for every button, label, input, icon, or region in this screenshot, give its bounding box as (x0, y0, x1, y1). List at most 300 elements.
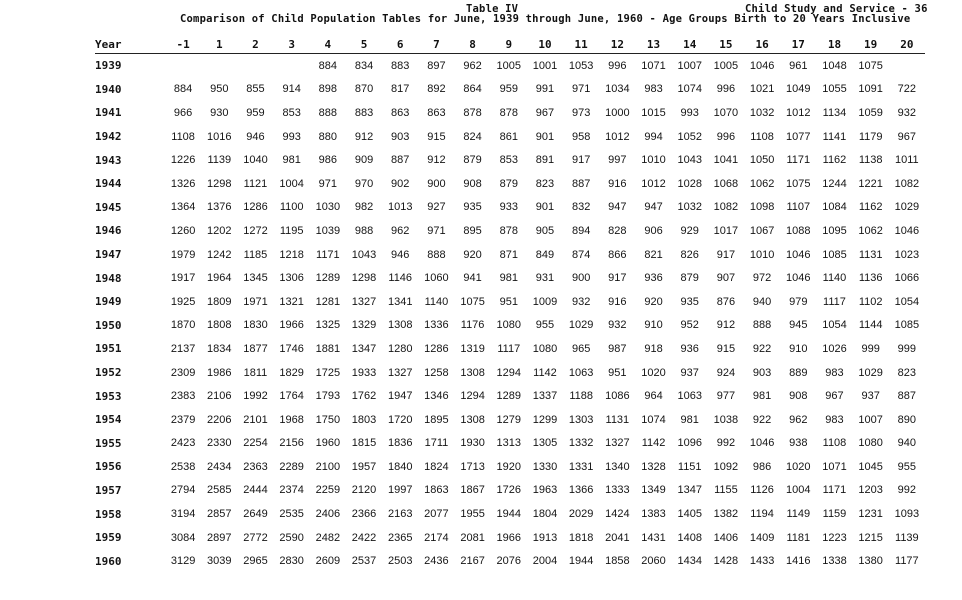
population-cell: 931 (535, 272, 555, 285)
population-cell: 1060 (424, 272, 449, 285)
population-cell: 1071 (641, 59, 666, 72)
population-cell: 1313 (496, 437, 522, 450)
population-cell: 1428 (713, 555, 739, 568)
column-header-age: 5 (346, 36, 382, 54)
table-row (95, 526, 925, 550)
year-cell: 1946 (95, 224, 122, 238)
population-cell: 935 (463, 201, 482, 214)
population-cell: 1380 (858, 555, 883, 568)
population-cell: 1818 (568, 531, 594, 544)
population-cell: 1011 (895, 154, 919, 167)
population-cell: 1328 (641, 460, 666, 473)
population-cell (165, 54, 201, 78)
population-cell: 1005 (496, 59, 522, 72)
population-cell: 902 (391, 177, 410, 190)
population-cell: 1040 (243, 154, 268, 167)
population-cell: 861 (499, 130, 518, 143)
population-cell: 1337 (532, 390, 558, 403)
population-cell: 887 (897, 390, 917, 403)
population-cell: 2081 (460, 531, 485, 544)
population-cell: 1043 (351, 248, 377, 261)
column-header-age: -1 (165, 36, 201, 54)
population-cell: 1966 (279, 319, 304, 332)
population-cell: 1029 (858, 366, 883, 379)
population-cell: 1091 (858, 83, 883, 96)
population-cell: 1881 (315, 342, 341, 355)
population-cell: 1084 (822, 201, 847, 214)
population-cell: 878 (499, 224, 518, 237)
population-cell: 1964 (207, 272, 232, 285)
population-cell: 922 (752, 413, 772, 426)
population-cell: 1012 (605, 130, 630, 143)
population-cell: 1308 (387, 319, 413, 332)
population-cell: 1062 (749, 177, 775, 190)
population-cell: 1080 (496, 319, 522, 332)
table-caption: Comparison of Child Population Tables for June, 1939 through June, 1960 - Age Groups Birth to 20 Years Inclusive (180, 13, 911, 25)
population-cell: 1029 (894, 201, 920, 214)
population-cell: 958 (571, 130, 591, 143)
table-row (95, 266, 925, 290)
population-cell: 888 (427, 248, 446, 261)
population-cell: 1764 (279, 390, 304, 403)
population-cell: 1136 (858, 272, 883, 285)
population-cell: 1155 (714, 484, 738, 497)
population-cell: 1793 (315, 390, 341, 403)
population-cell: 2076 (496, 555, 522, 568)
population-cell: 947 (644, 201, 663, 214)
population-cell: 1096 (677, 437, 702, 450)
table-row (95, 455, 925, 479)
department-page-label: Child Study and Service - 36 (745, 3, 928, 15)
column-header-age: 16 (744, 36, 780, 54)
population-cell: 1020 (641, 366, 666, 379)
population-cell: 2535 (279, 508, 304, 521)
population-cell: 1804 (532, 508, 558, 521)
population-cell: 1098 (749, 201, 775, 214)
population-cell: 962 (391, 224, 410, 237)
population-cell: 936 (644, 272, 663, 285)
table-row (95, 502, 925, 526)
population-cell: 1009 (532, 295, 558, 308)
year-cell: 1944 (95, 177, 122, 191)
population-cell: 903 (752, 366, 772, 379)
population-cell: 1177 (895, 555, 919, 568)
population-cell: 879 (463, 154, 482, 167)
table-row (95, 432, 925, 456)
population-cell: 3084 (170, 531, 196, 544)
population-cell: 1925 (170, 295, 196, 308)
population-cell: 1809 (207, 295, 232, 308)
population-cell: 1346 (424, 390, 449, 403)
population-cell: 971 (318, 177, 338, 190)
population-cell: 951 (499, 295, 518, 308)
table-row (95, 479, 925, 503)
population-cell: 2254 (243, 437, 268, 450)
population-cell: 871 (499, 248, 518, 261)
population-cell: 1140 (424, 295, 449, 308)
population-cell: 1012 (641, 177, 666, 190)
population-cell: 937 (861, 390, 880, 403)
population-cell: 991 (535, 83, 555, 96)
table-row (95, 408, 925, 432)
population-cell: 1075 (460, 295, 485, 308)
table-row (95, 219, 925, 243)
population-cell: 900 (571, 272, 591, 285)
population-cell: 916 (608, 177, 627, 190)
year-cell: 1950 (95, 318, 122, 332)
population-cell: 832 (571, 201, 591, 214)
population-cell: 2366 (351, 508, 377, 521)
population-cell: 1286 (243, 201, 268, 214)
population-cell: 932 (897, 106, 917, 119)
population-cell: 2965 (243, 555, 268, 568)
population-cell: 983 (825, 413, 844, 426)
population-cell: 901 (535, 201, 555, 214)
population-cell (274, 54, 310, 78)
population-cell: 1746 (279, 342, 304, 355)
population-cell: 1185 (243, 248, 268, 261)
population-cell: 950 (210, 83, 229, 96)
population-cell: 946 (246, 130, 265, 143)
population-cell: 1108 (171, 130, 195, 143)
population-cell: 1048 (822, 59, 847, 72)
population-cell: 1433 (749, 555, 775, 568)
population-cell: 1955 (460, 508, 485, 521)
column-header-age: 15 (708, 36, 744, 54)
population-cell: 962 (463, 59, 482, 72)
population-cell: 1149 (786, 508, 811, 521)
population-cell: 1294 (460, 390, 485, 403)
population-cell: 1376 (207, 201, 232, 214)
population-cell: 1054 (822, 319, 847, 332)
population-cell: 2444 (243, 484, 268, 497)
population-cell: 993 (282, 130, 301, 143)
population-cell: 823 (535, 177, 555, 190)
population-cell: 2365 (387, 531, 413, 544)
population-cell: 2857 (207, 508, 232, 521)
population-cell (237, 54, 273, 78)
population-cell: 1338 (822, 555, 847, 568)
population-cell: 1867 (460, 484, 485, 497)
population-cell: 981 (499, 272, 518, 285)
population-cell: 2609 (315, 555, 341, 568)
year-cell: 1940 (95, 82, 122, 96)
population-cell: 2206 (207, 413, 232, 426)
population-cell: 908 (463, 177, 482, 190)
table-row (95, 172, 925, 196)
population-cell: 1870 (170, 319, 196, 332)
year-cell: 1941 (95, 106, 122, 120)
column-header-age: 12 (599, 36, 635, 54)
table-row (95, 314, 925, 338)
population-cell: 1725 (315, 366, 341, 379)
population-cell: 971 (427, 224, 446, 237)
table-row (95, 101, 925, 125)
population-cell: 1050 (749, 154, 775, 167)
population-cell: 1015 (641, 106, 666, 119)
population-cell: 879 (499, 177, 518, 190)
population-cell: 2434 (207, 460, 232, 473)
population-cell: 964 (644, 390, 663, 403)
population-cell: 1215 (858, 531, 883, 544)
population-cell: 903 (391, 130, 410, 143)
population-cell: 930 (210, 106, 229, 119)
population-cell: 946 (391, 248, 410, 261)
population-cell: 1218 (279, 248, 304, 261)
header-row (95, 36, 925, 54)
population-cell: 1762 (351, 390, 377, 403)
table-row (95, 148, 925, 172)
population-cell: 864 (463, 83, 482, 96)
population-cell: 2041 (605, 531, 630, 544)
population-cell: 824 (463, 130, 482, 143)
column-header-age: 3 (274, 36, 310, 54)
population-cell: 959 (499, 83, 518, 96)
population-cell: 1093 (894, 508, 920, 521)
population-cell: 1286 (424, 342, 449, 355)
population-cell: 1007 (858, 413, 883, 426)
population-cell: 1041 (713, 154, 739, 167)
population-cell: 1176 (460, 319, 485, 332)
population-cell: 967 (897, 130, 917, 143)
population-cell: 1383 (641, 508, 666, 521)
population-cell: 1963 (532, 484, 558, 497)
population-cell: 987 (608, 342, 627, 355)
population-cell: 2163 (387, 508, 413, 521)
year-cell: 1948 (95, 271, 122, 285)
column-header-age: 1 (201, 36, 237, 54)
population-cell: 1181 (786, 531, 811, 544)
population-cell: 828 (608, 224, 627, 237)
population-cell: 1046 (749, 59, 775, 72)
population-cell: 1877 (243, 342, 268, 355)
column-header-age: 8 (455, 36, 491, 54)
population-cell: 936 (680, 342, 699, 355)
population-cell: 1434 (677, 555, 702, 568)
population-cell: 1082 (713, 201, 739, 214)
population-cell: 2772 (243, 531, 268, 544)
population-cell: 1121 (243, 177, 268, 190)
population-cell: 853 (282, 106, 301, 119)
population-cell: 878 (499, 106, 518, 119)
table-row (95, 337, 925, 361)
population-cell: 937 (680, 366, 699, 379)
population-cell: 1179 (858, 130, 883, 143)
population-cell: 1029 (568, 319, 594, 332)
population-cell: 888 (318, 106, 338, 119)
population-cell: 1944 (496, 508, 522, 521)
population-cell: 945 (789, 319, 808, 332)
population-cell: 1080 (858, 437, 883, 450)
population-cell: 1188 (569, 390, 593, 403)
population-cell: 2590 (279, 531, 304, 544)
population-cell: 1108 (750, 130, 774, 143)
year-cell: 1949 (95, 295, 122, 309)
population-cell: 884 (173, 83, 193, 96)
population-cell: 1134 (822, 106, 847, 119)
population-cell: 982 (354, 201, 374, 214)
population-cell: 1992 (243, 390, 268, 403)
population-cell: 892 (427, 83, 446, 96)
population-cell: 983 (644, 83, 663, 96)
population-cell: 2537 (351, 555, 377, 568)
population-cell: 1107 (786, 201, 811, 214)
year-cell: 1956 (95, 460, 122, 474)
population-cell: 1913 (532, 531, 558, 544)
population-table (95, 36, 925, 573)
population-cell: 1202 (207, 224, 232, 237)
population-cell: 1026 (822, 342, 847, 355)
population-cell: 1131 (605, 413, 630, 426)
column-header-year: Year (95, 36, 165, 54)
population-cell: 1341 (387, 295, 413, 308)
column-header-age: 11 (563, 36, 599, 54)
population-cell: 849 (535, 248, 555, 261)
population-cell: 1141 (822, 130, 847, 143)
population-cell: 1863 (424, 484, 449, 497)
year-cell: 1952 (95, 366, 122, 380)
population-cell: 2077 (424, 508, 449, 521)
population-cell: 993 (680, 106, 699, 119)
population-cell: 1298 (351, 272, 377, 285)
population-cell: 935 (680, 295, 699, 308)
population-cell: 922 (752, 342, 772, 355)
population-cell: 2379 (170, 413, 196, 426)
population-cell: 1144 (858, 319, 883, 332)
population-cell: 1086 (605, 390, 630, 403)
population-cell: 973 (571, 106, 591, 119)
population-cell: 1960 (315, 437, 341, 450)
population-cell: 1021 (749, 83, 775, 96)
population-cell: 2422 (351, 531, 377, 544)
population-cell: 1001 (532, 59, 558, 72)
population-cell: 981 (282, 154, 301, 167)
population-cell: 914 (282, 83, 301, 96)
population-cell: 1968 (279, 413, 304, 426)
population-cell: 1092 (713, 460, 739, 473)
population-cell: 940 (752, 295, 772, 308)
population-cell: 1138 (858, 154, 883, 167)
population-cell: 1171 (316, 248, 340, 261)
population-cell: 898 (318, 83, 338, 96)
population-cell: 826 (680, 248, 699, 261)
table-row (95, 290, 925, 314)
population-cell: 2436 (424, 555, 449, 568)
column-header-age: 13 (635, 36, 671, 54)
population-cell: 951 (608, 366, 627, 379)
population-cell: 1067 (749, 224, 775, 237)
population-cell: 924 (716, 366, 736, 379)
population-cell: 1409 (749, 531, 775, 544)
population-cell: 1231 (858, 508, 883, 521)
population-cell: 920 (463, 248, 482, 261)
population-cell: 887 (391, 154, 410, 167)
population-cell: 917 (716, 248, 736, 261)
table-row (95, 54, 925, 78)
population-cell: 1405 (677, 508, 702, 521)
population-cell: 1102 (858, 295, 883, 308)
population-cell: 955 (535, 319, 555, 332)
population-cell: 983 (825, 366, 844, 379)
population-cell: 1299 (532, 413, 558, 426)
population-cell: 1028 (677, 177, 702, 190)
population-cell: 1142 (533, 366, 557, 379)
population-cell: 890 (897, 413, 917, 426)
population-cell: 1075 (786, 177, 811, 190)
population-cell: 863 (427, 106, 446, 119)
population-cell: 996 (716, 130, 736, 143)
population-cell: 959 (246, 106, 265, 119)
population-cell: 1303 (568, 413, 594, 426)
population-cell: 1016 (207, 130, 232, 143)
population-cell: 1059 (858, 106, 883, 119)
population-cell: 1711 (424, 437, 449, 450)
table-number: Table IV (466, 3, 519, 15)
population-cell: 2585 (207, 484, 232, 497)
population-cell: 1221 (858, 177, 883, 190)
population-cell: 1720 (387, 413, 413, 426)
population-cell: 1319 (460, 342, 485, 355)
population-cell: 1020 (786, 460, 811, 473)
column-header-age: 14 (672, 36, 708, 54)
population-cell: 915 (716, 342, 736, 355)
population-cell: 1017 (713, 224, 739, 237)
population-cell: 2538 (170, 460, 196, 473)
population-cell: 933 (499, 201, 518, 214)
year-cell: 1953 (95, 389, 122, 403)
population-cell: 1226 (170, 154, 196, 167)
population-cell: 1406 (713, 531, 739, 544)
population-cell: 2482 (315, 531, 341, 544)
population-cell: 1004 (279, 177, 304, 190)
population-cell: 1223 (822, 531, 847, 544)
population-cell: 906 (644, 224, 663, 237)
population-cell: 1803 (351, 413, 377, 426)
population-cell: 1046 (786, 248, 811, 261)
population-cell: 1289 (315, 272, 341, 285)
population-cell: 955 (897, 460, 917, 473)
population-cell: 1281 (315, 295, 341, 308)
population-cell: 1305 (532, 437, 558, 450)
population-cell: 912 (354, 130, 374, 143)
population-cell: 1053 (568, 59, 594, 72)
population-cell: 905 (535, 224, 555, 237)
column-header-age: 17 (780, 36, 816, 54)
population-cell: 1750 (315, 413, 341, 426)
population-cell: 941 (463, 272, 482, 285)
column-header-age: 9 (491, 36, 527, 54)
population-cell: 1085 (894, 319, 920, 332)
population-cell: 970 (354, 177, 374, 190)
population-cell: 1242 (207, 248, 232, 261)
population-cell: 855 (246, 83, 265, 96)
population-cell: 1117 (497, 342, 521, 355)
population-cell: 1815 (351, 437, 377, 450)
population-cell: 1000 (605, 106, 630, 119)
population-cell: 1023 (894, 248, 920, 261)
column-header-age: 2 (237, 36, 273, 54)
population-cell: 962 (789, 413, 808, 426)
population-cell: 932 (608, 319, 627, 332)
year-cell: 1954 (95, 413, 122, 427)
population-cell: 2174 (424, 531, 449, 544)
population-cell: 1321 (279, 295, 304, 308)
population-cell: 874 (571, 248, 591, 261)
population-cell: 1013 (387, 201, 413, 214)
population-cell: 879 (680, 272, 699, 285)
year-cell: 1951 (95, 342, 122, 356)
population-cell: 1032 (749, 106, 775, 119)
